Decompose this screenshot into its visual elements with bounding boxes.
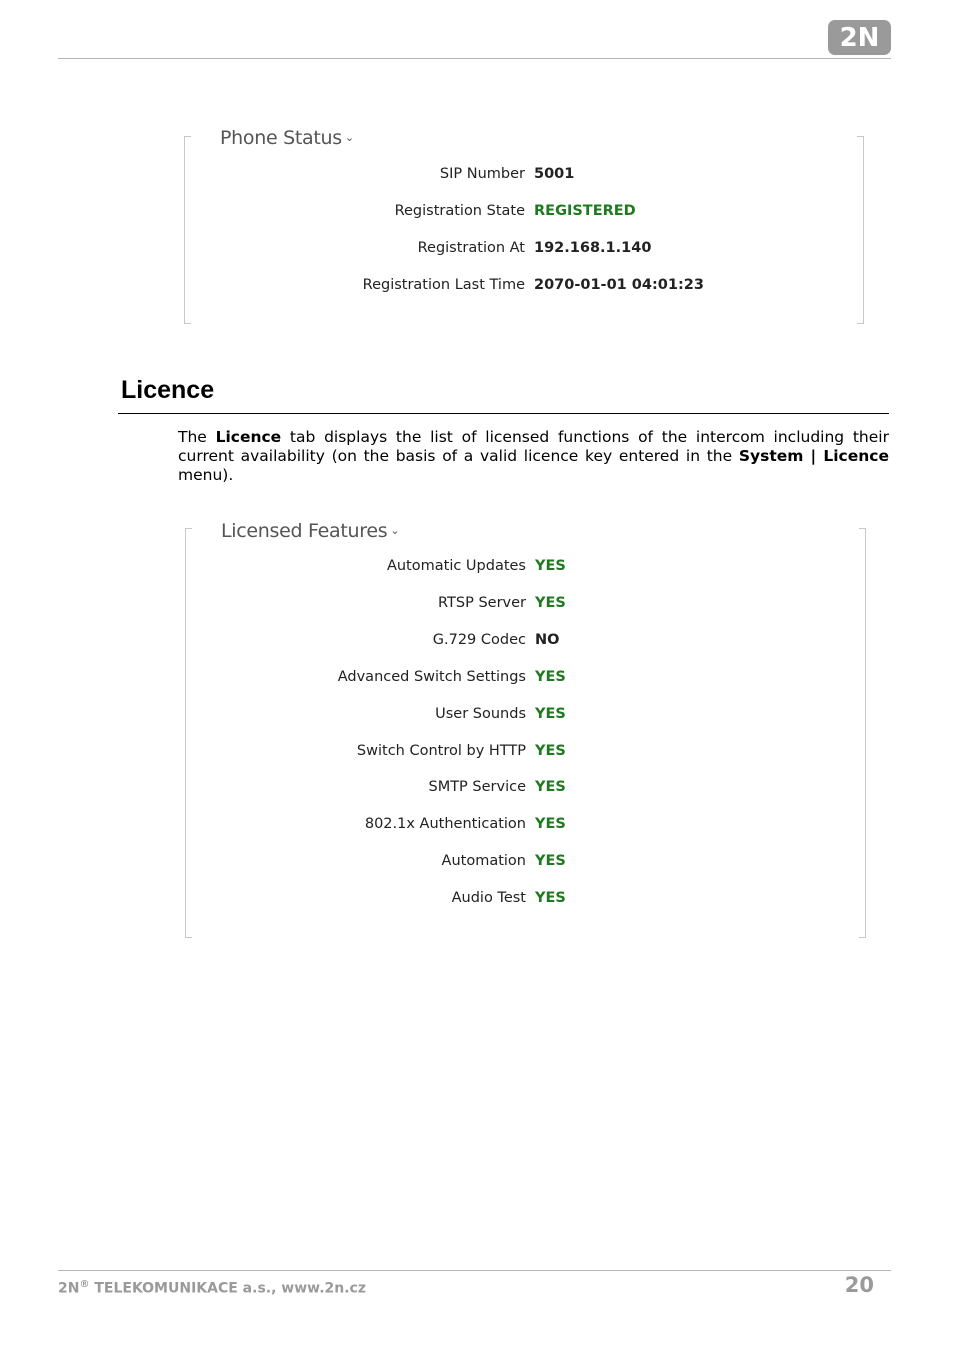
row-label: Registration At [417, 240, 525, 256]
status-row [0, 853, 566, 873]
brand-logo: 2N [828, 20, 891, 55]
row-label: Advanced Switch Settings [337, 668, 526, 685]
panel-right-bracket [857, 136, 864, 324]
status-row [0, 742, 566, 763]
row-value: YES [535, 594, 566, 611]
section-heading-rule [118, 413, 889, 414]
para-bold-tab-name: Licence [215, 428, 282, 446]
status-row [0, 668, 566, 689]
row-label: User Sounds [435, 705, 526, 722]
status-row [0, 890, 566, 910]
footer-divider [58, 1270, 891, 1271]
chevron-down-icon: ⌄ [390, 524, 400, 537]
row-value: YES [535, 779, 566, 796]
row-value: 192.168.1.140 [534, 240, 652, 256]
row-value: 5001 [534, 166, 575, 182]
panel-title-label: Licensed Features [221, 520, 388, 542]
footer-company-rest: TELEKOMUNIKACE a.s., www.2n.cz [89, 1280, 366, 1297]
row-value: YES [535, 742, 566, 759]
row-value: YES [535, 705, 566, 722]
status-row [0, 558, 566, 578]
row-label: Automatic Updates [386, 558, 526, 574]
row-value: YES [535, 668, 566, 685]
section-heading: Licence [121, 376, 215, 404]
para-text: tab displays the list of licensed functions of the intercom including their current availability (on the basis of a valid licence key entered in the [178, 428, 889, 465]
para-bold-menu-path: System | Licence [738, 447, 889, 465]
row-label: RTSP Server [438, 594, 526, 611]
status-row [0, 203, 636, 223]
registered-mark: ® [79, 1279, 90, 1290]
row-value: REGISTERED [534, 203, 636, 219]
footer-company-prefix: 2N [58, 1280, 80, 1297]
licensed-features-title[interactable] [221, 520, 399, 542]
status-row [0, 166, 575, 186]
panel-right-bracket [859, 528, 866, 938]
status-row [0, 816, 566, 836]
phone-status-title[interactable] [220, 127, 354, 149]
status-row [0, 631, 560, 652]
row-label: G.729 Codec [432, 631, 526, 648]
row-label: Registration State [394, 203, 525, 219]
para-text: menu). [178, 466, 234, 484]
licence-description [178, 428, 889, 485]
page-number: 20 [844, 1273, 874, 1297]
chevron-down-icon: ⌄ [344, 131, 354, 144]
panel-left-bracket [185, 528, 192, 938]
status-row [0, 594, 566, 615]
para-text: The [178, 428, 216, 446]
status-row [0, 779, 566, 799]
status-row [0, 277, 704, 297]
status-row [0, 240, 652, 260]
row-label: Automation [441, 853, 526, 870]
row-value: NO [535, 631, 560, 648]
row-label: Registration Last Time [362, 277, 525, 293]
row-label: SIP Number [439, 166, 525, 182]
row-value: YES [535, 853, 566, 870]
row-label: 802.1x Authentication [364, 816, 526, 833]
row-value: YES [535, 558, 566, 574]
row-value: YES [535, 816, 566, 833]
row-value: 2070-01-01 04:01:23 [534, 277, 704, 293]
header-divider [58, 58, 891, 59]
footer-company [58, 1279, 366, 1297]
row-value: YES [535, 890, 566, 907]
row-label: SMTP Service [428, 779, 526, 796]
status-row [0, 705, 566, 726]
panel-title-label: Phone Status [220, 127, 342, 149]
row-label: Switch Control by HTTP [356, 742, 526, 759]
row-label: Audio Test [451, 890, 526, 907]
